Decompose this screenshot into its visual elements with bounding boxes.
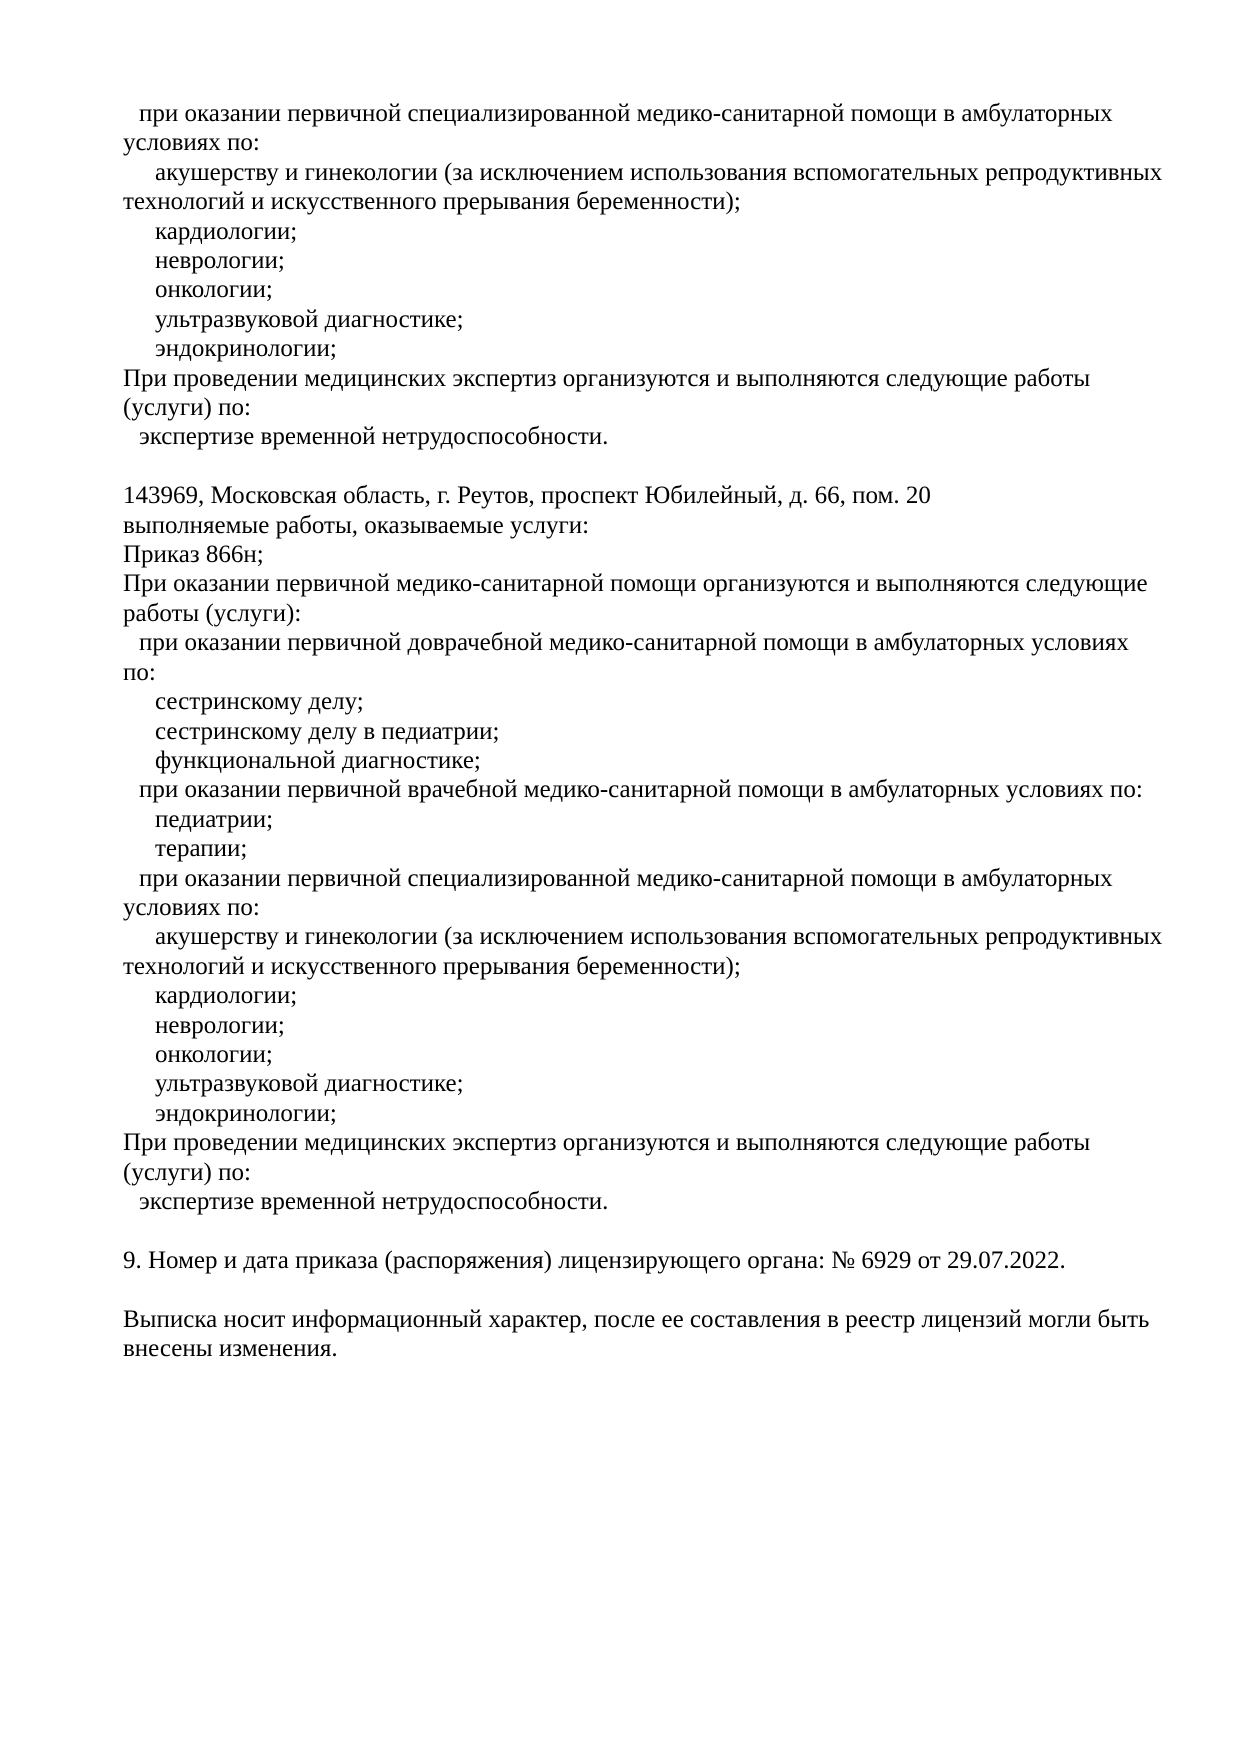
document-line: при оказании первичной доврачебной медико-санитарной помощи в амбулаторных условиях bbox=[139, 629, 1129, 657]
document-line: работы (услуги): bbox=[123, 599, 302, 627]
text-block bbox=[123, 99, 1210, 1363]
document-line: выполняемые работы, оказываемые услуги: bbox=[123, 511, 590, 539]
document-line: (услуги) по: bbox=[123, 1158, 251, 1186]
document-line: неврологии; bbox=[155, 247, 285, 275]
document-line: педиатрии; bbox=[155, 805, 274, 833]
document-line: технологий и искусственного прерывания беременности); bbox=[123, 188, 741, 216]
document-line: неврологии; bbox=[155, 1011, 285, 1039]
document-line: кардиологии; bbox=[155, 982, 298, 1010]
document-line: сестринскому делу; bbox=[155, 688, 364, 716]
document-line: Приказ 866н; bbox=[123, 541, 264, 569]
document-line: эндокринологии; bbox=[155, 1099, 337, 1127]
document-line: условиях по: bbox=[123, 129, 260, 157]
document-line: (услуги) по: bbox=[123, 394, 251, 422]
document-line: эндокринологии; bbox=[155, 335, 337, 363]
document-line: условиях по: bbox=[123, 893, 260, 921]
document-line: 143969, Московская область, г. Реутов, проспект Юбилейный, д. 66, пом. 20 bbox=[123, 482, 931, 510]
document-line: по: bbox=[123, 658, 156, 686]
document-line: акушерству и гинекологии (за исключением использования вспомогательных репродуктивных bbox=[155, 923, 1163, 951]
document-line: ультразвуковой диагностике; bbox=[155, 1070, 464, 1098]
document-line: сестринскому делу в педиатрии; bbox=[155, 717, 500, 745]
document-line: При проведении медицинских экспертиз организуются и выполняются следующие работы bbox=[123, 1129, 1091, 1157]
document-line: технологий и искусственного прерывания беременности); bbox=[123, 952, 741, 980]
document-line: 9. Номер и дата приказа (распоряжения) лицензирующего органа: № 6929 от 29.07.2022. bbox=[123, 1246, 1066, 1274]
document-line: акушерству и гинекологии (за исключением использования вспомогательных репродуктивных bbox=[155, 158, 1163, 186]
blank-line bbox=[123, 1216, 1210, 1245]
document-line: При проведении медицинских экспертиз организуются и выполняются следующие работы bbox=[123, 364, 1091, 392]
document-line: экспертизе временной нетрудоспособности. bbox=[139, 423, 609, 451]
document-line: при оказании первичной специализированной медико-санитарной помощи в амбулаторных bbox=[139, 100, 1113, 127]
document-line: онкологии; bbox=[155, 276, 273, 304]
document-line: при оказании первичной врачебной медико-санитарной помощи в амбулаторных условиях по: bbox=[139, 776, 1143, 804]
blank-line bbox=[123, 1275, 1210, 1304]
document-line: онкологии; bbox=[155, 1040, 273, 1068]
document-line: кардиологии; bbox=[155, 217, 298, 245]
document-line: терапии; bbox=[155, 835, 248, 863]
document-line: ультразвуковой диагностике; bbox=[155, 305, 464, 333]
document-line: При оказании первичной медико-санитарной помощи организуются и выполняются следующие bbox=[123, 570, 1148, 598]
document-line: Выписка носит информационный характер, после ее составления в реестр лицензий могли быть bbox=[123, 1305, 1150, 1333]
document-line: функциональной диагностике; bbox=[155, 746, 481, 774]
document-line: при оказании первичной специализированной медико-санитарной помощи в амбулаторных bbox=[139, 864, 1113, 892]
document-line: внесены изменения. bbox=[123, 1335, 338, 1363]
document-line: экспертизе временной нетрудоспособности. bbox=[139, 1188, 609, 1216]
blank-line bbox=[123, 452, 1210, 481]
